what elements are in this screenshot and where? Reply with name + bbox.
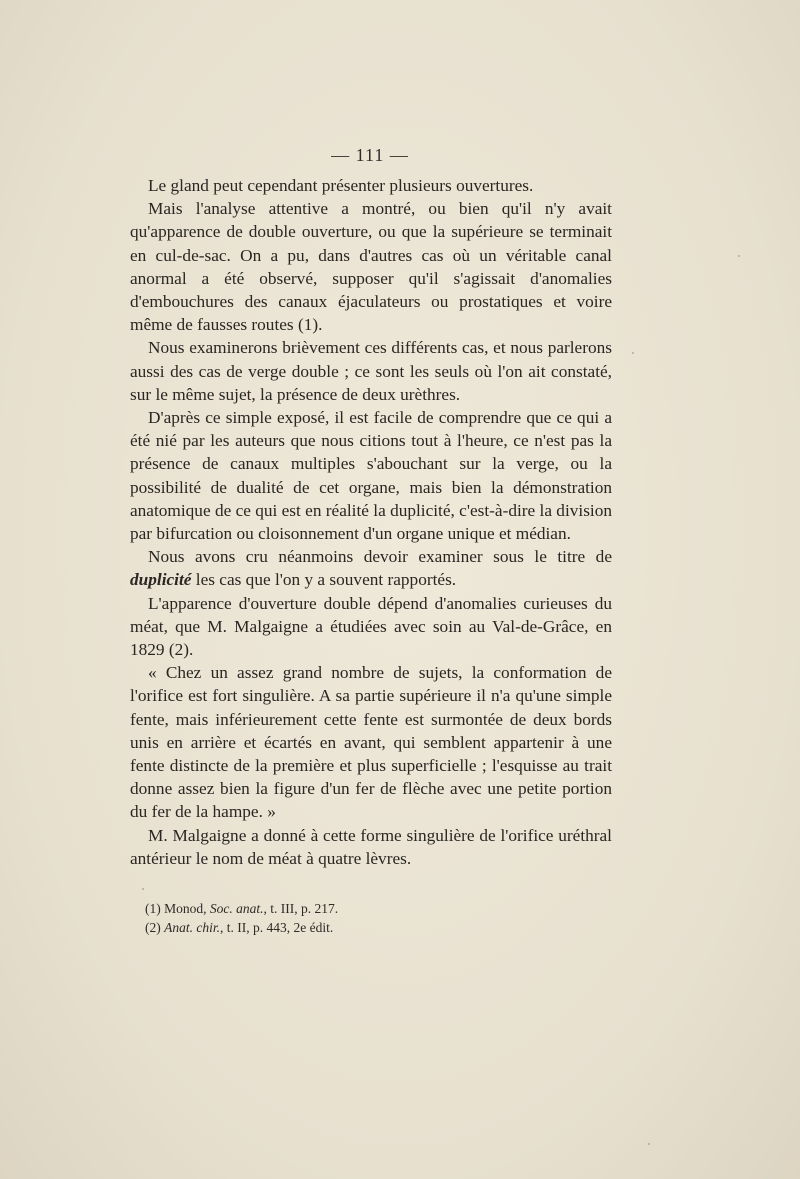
footnote-2: [145, 918, 565, 937]
paragraph-8: M. Malgaigne a donné à cette forme singulière de l'orifice uréthral antérieur le nom de méat à quatre lèvres.: [130, 825, 612, 868]
page-number: — 111 —: [331, 145, 409, 165]
paragraph-7-quotation: « Chez un assez grand nombre de sujets, la conformation de l'orifice est fort singulière. A sa partie supérieure il n'a qu'une simple fente, mais inférieurement cette fente est surmontée de deux bords unis en arrière et écartés en avant, qui semblent appartenir à une fente distincte de la première et plus superficielle ; l'esquisse au trait donne assez bien la figure d'un fer de flèche avec une petite portion du fer de la hampe. »: [130, 663, 612, 822]
footnotes: [145, 899, 565, 937]
paragraph-5-after: les cas que l'on y a souvent rapportés.: [191, 570, 457, 590]
footnote-2-rest: , t. II, p. 443, 2e édit.: [220, 920, 334, 935]
footnote-2-title: Anat. chir.: [164, 920, 220, 935]
paragraph-1: Le gland peut cependant présenter plusieurs ouvertures.: [148, 176, 534, 195]
footnote-1-mark: (1): [145, 901, 161, 916]
footnote-1-title: Soc. anat.: [209, 901, 264, 916]
paper-speck: [142, 888, 144, 890]
paragraph-3: Nous examinerons brièvement ces différents cas, et nous parlerons aussi des cas de verge double ; ce sont les seuls où l'on ait constaté, sur le même sujet, la présence de deux urèthres.: [130, 338, 612, 404]
emphasis-duplicite: duplicité: [130, 570, 192, 590]
paragraph-2: Mais l'analyse attentive a montré, ou bien qu'il n'y avait qu'apparence de double ouverture, ou que la supérieure se terminait en cul-de-sac. On a pu, dans d'autres cas où un véritable canal anormal a été observé, supposer qu'il s'agissait d'anomalies d'embouchures des canaux éjaculateurs ou prostatiques et voire même de fausses routes (1).: [130, 199, 612, 335]
footnote-1-author: Monod,: [164, 901, 207, 916]
body-text: [130, 174, 612, 870]
paper-speck: [738, 255, 740, 257]
footnote-2-mark: (2): [145, 920, 161, 935]
paragraph-5: [130, 545, 612, 591]
paragraph-5-before: Nous avons cru néanmoins devoir examiner sous le titre de: [148, 547, 612, 567]
footnote-1: [145, 899, 565, 918]
paragraph-4: D'après ce simple exposé, il est facile de comprendre que ce qui a été nié par les auteurs que nous citions tout à l'heure, ce n'est pas la présence de canaux multiples s'abouchant sur la verge, ou la possibilité de dualité de cet organe, mais bien la démonstration anatomique de ce qui est en réalité la duplicité, c'est-à-dire la division par bifurcation ou cloisonnement d'un organe unique et médian.: [130, 408, 613, 544]
footnote-1-rest: , t. III, p. 217.: [263, 901, 339, 916]
paper-speck: [632, 352, 634, 354]
paper-speck: [648, 1143, 650, 1145]
paragraph-6: L'apparence d'ouverture double dépend d'anomalies curieuses du méat, que M. Malgaigne a étudiées avec soin au Val-de-Grâce, en 1829 (2).: [130, 593, 612, 660]
